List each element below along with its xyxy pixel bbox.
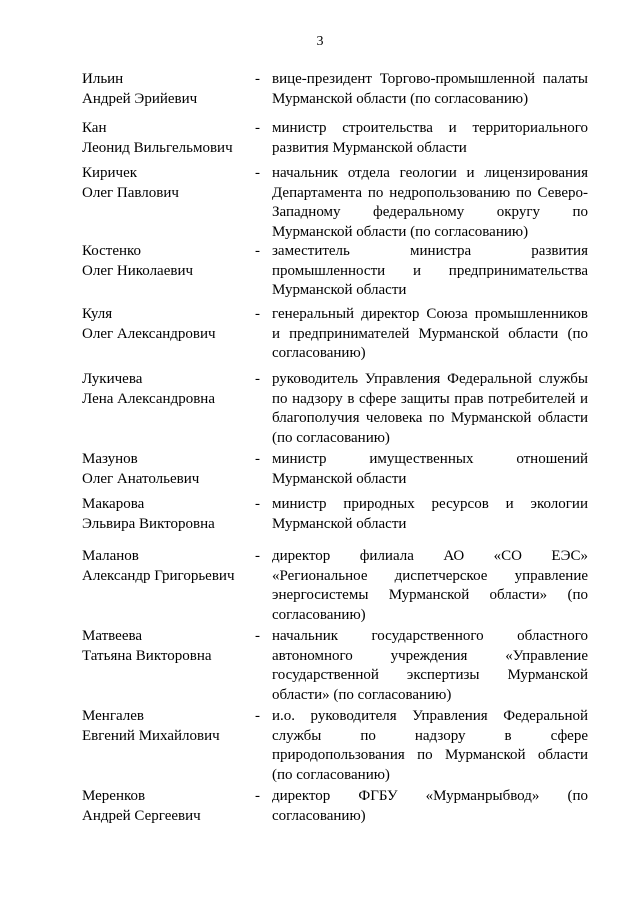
position-line: (по согласованию) bbox=[272, 429, 390, 446]
position-line: по надзору в сфере защиты прав потребителей и bbox=[272, 390, 588, 407]
member-given-name: Леонид Вильгельмович bbox=[82, 139, 233, 156]
member-position bbox=[272, 242, 588, 301]
member-surname: Кан bbox=[82, 120, 107, 136]
dash-separator: - bbox=[255, 306, 260, 322]
position-line: промышленности и предпринимательства bbox=[272, 262, 588, 279]
member-name bbox=[82, 70, 252, 109]
dash-separator: - bbox=[255, 628, 260, 644]
member-entry bbox=[0, 119, 640, 164]
member-surname: Мазунов bbox=[82, 451, 138, 467]
page-number: 3 bbox=[316, 34, 324, 49]
position-line: министр имущественных отношений bbox=[272, 451, 588, 467]
member-surname: Макарова bbox=[82, 496, 145, 512]
position-line: Мурманской области (по согласованию) bbox=[272, 223, 529, 240]
position-line: Мурманской области bbox=[272, 282, 407, 298]
member-given-name: Татьяна Викторовна bbox=[82, 647, 212, 664]
position-line: природопользования по Мурманской области bbox=[272, 747, 588, 763]
member-surname: Киричек bbox=[82, 165, 138, 181]
position-line: Мурманской области bbox=[272, 470, 407, 487]
member-name bbox=[82, 787, 252, 826]
member-position bbox=[272, 627, 588, 705]
members-list bbox=[0, 70, 640, 832]
member-surname: Маланов bbox=[82, 548, 139, 564]
member-name bbox=[82, 450, 252, 489]
dash-separator: - bbox=[255, 371, 260, 387]
member-position bbox=[272, 787, 588, 826]
member-surname: Меренков bbox=[82, 788, 146, 804]
member-surname: Костенко bbox=[82, 243, 142, 259]
position-line: министр строительства и территориального bbox=[272, 120, 588, 136]
member-given-name: Лена Александровна bbox=[82, 390, 215, 407]
member-surname: Лукичева bbox=[82, 371, 143, 387]
member-name bbox=[82, 370, 252, 409]
dash-separator: - bbox=[255, 120, 260, 136]
dash-separator: - bbox=[255, 165, 260, 181]
member-entry bbox=[0, 547, 640, 627]
dash-separator: - bbox=[255, 243, 260, 259]
dash-separator: - bbox=[255, 496, 260, 512]
member-entry bbox=[0, 707, 640, 787]
member-name bbox=[82, 305, 252, 344]
member-name bbox=[82, 242, 252, 281]
position-line: и предпринимателей Мурманской области (по bbox=[272, 325, 588, 342]
member-name bbox=[82, 495, 252, 534]
position-line: генеральный директор Союза промышленников bbox=[272, 306, 588, 322]
position-line: начальник отдела геологии и лицензирования bbox=[272, 165, 588, 181]
position-line: согласованию) bbox=[272, 606, 366, 623]
member-given-name: Евгений Михайлович bbox=[82, 727, 220, 744]
member-position bbox=[272, 450, 588, 489]
dash-separator: - bbox=[255, 788, 260, 804]
position-line: Мурманской области bbox=[272, 515, 407, 532]
member-position bbox=[272, 707, 588, 785]
member-given-name: Олег Анатольевич bbox=[82, 470, 200, 487]
position-line: благополучия человека по Мурманской области bbox=[272, 410, 588, 426]
dash-separator: - bbox=[255, 548, 260, 564]
member-given-name: Олег Николаевич bbox=[82, 262, 194, 279]
member-position bbox=[272, 119, 588, 158]
member-name bbox=[82, 627, 252, 666]
position-line: области» (по согласованию) bbox=[272, 686, 452, 703]
position-line: Западному федеральному округу по bbox=[272, 204, 588, 220]
member-given-name: Андрей Сергеевич bbox=[82, 807, 201, 824]
member-surname: Ильин bbox=[82, 71, 124, 87]
member-surname: Куля bbox=[82, 306, 113, 322]
member-given-name: Олег Александрович bbox=[82, 325, 216, 342]
position-line: энергосистемы Мурманской области» (по bbox=[272, 587, 588, 603]
member-given-name: Александр Григорьевич bbox=[82, 567, 235, 584]
member-entry bbox=[0, 305, 640, 370]
member-entry bbox=[0, 495, 640, 547]
position-line: государственной экспертизы Мурманской bbox=[272, 667, 588, 683]
position-line: Департамента по недропользованию по Северо- bbox=[272, 184, 588, 201]
member-position bbox=[272, 164, 588, 242]
position-line: руководитель Управления Федеральной службы bbox=[272, 371, 588, 387]
dash-separator: - bbox=[255, 708, 260, 724]
member-name bbox=[82, 547, 252, 586]
position-line: министр природных ресурсов и экологии bbox=[272, 496, 588, 512]
member-position bbox=[272, 370, 588, 448]
member-given-name: Эльвира Викторовна bbox=[82, 515, 215, 532]
position-line: «Региональное диспетчерское управление bbox=[272, 567, 588, 584]
position-line: согласованию) bbox=[272, 807, 366, 824]
member-position bbox=[272, 495, 588, 534]
member-position bbox=[272, 547, 588, 625]
member-given-name: Олег Павлович bbox=[82, 184, 179, 201]
position-line: (по согласованию) bbox=[272, 766, 390, 783]
position-line: службы по надзору в сфере bbox=[272, 727, 588, 744]
member-entry bbox=[0, 242, 640, 305]
member-given-name: Андрей Эрийевич bbox=[82, 90, 198, 107]
member-entry bbox=[0, 370, 640, 450]
position-line: и.о. руководителя Управления Федеральной bbox=[272, 708, 588, 724]
dash-separator: - bbox=[255, 71, 260, 87]
member-position bbox=[272, 70, 588, 109]
position-line: Мурманской области (по согласованию) bbox=[272, 90, 529, 107]
position-line: заместитель министра развития bbox=[272, 243, 588, 259]
position-line: директор ФГБУ «Мурманрыбвод» (по bbox=[272, 788, 588, 804]
member-name bbox=[82, 119, 252, 158]
member-name bbox=[82, 707, 252, 746]
position-line: автономного учреждения «Управление bbox=[272, 647, 588, 664]
dash-separator: - bbox=[255, 451, 260, 467]
member-surname: Матвеева bbox=[82, 628, 143, 644]
position-line: начальник государственного областного bbox=[272, 628, 588, 644]
member-entry bbox=[0, 70, 640, 119]
position-line: директор филиала АО «СО ЕЭС» bbox=[272, 548, 588, 564]
member-entry bbox=[0, 164, 640, 242]
position-line: развития Мурманской области bbox=[272, 139, 467, 156]
position-line: согласованию) bbox=[272, 345, 366, 361]
position-line: вице-президент Торгово-промышленной палаты bbox=[272, 71, 588, 87]
member-name bbox=[82, 164, 252, 203]
member-entry bbox=[0, 450, 640, 495]
member-surname: Менгалев bbox=[82, 708, 144, 724]
member-entry bbox=[0, 787, 640, 832]
member-entry bbox=[0, 627, 640, 707]
member-position bbox=[272, 305, 588, 364]
